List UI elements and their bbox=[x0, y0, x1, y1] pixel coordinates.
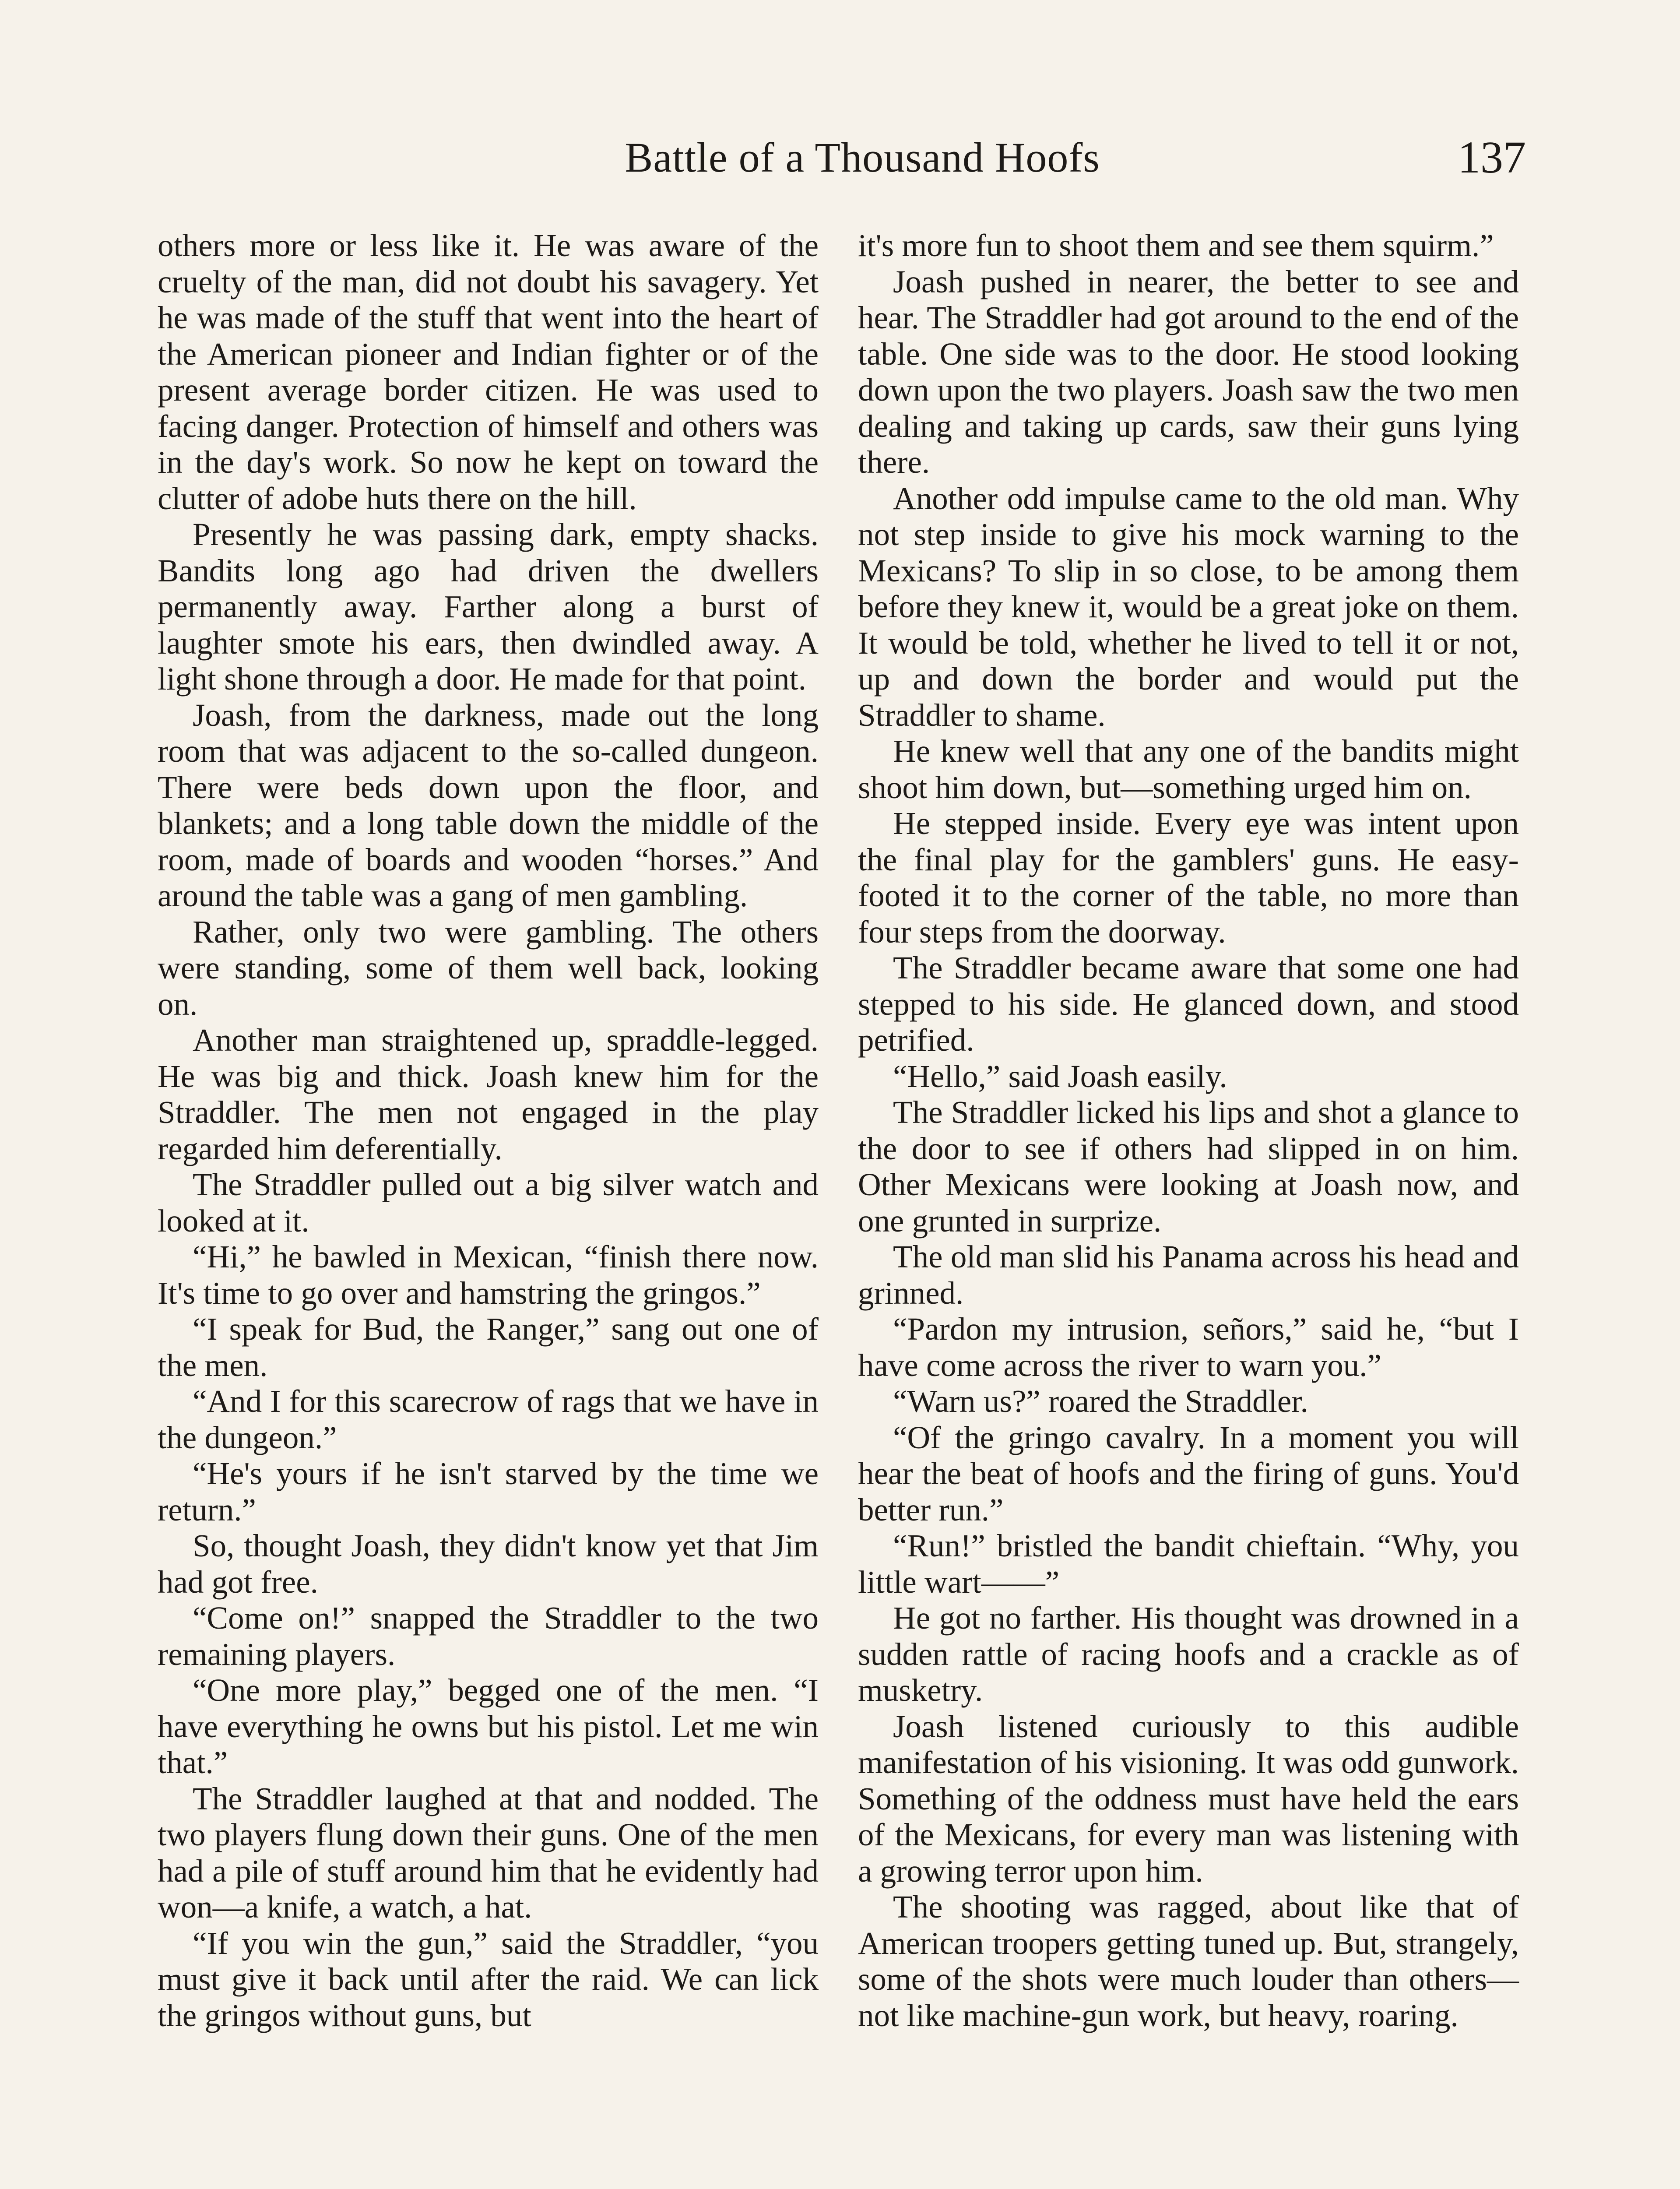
paragraph: Joash, from the darkness, made out the long room that was adjacent to the so-called dungeon. There were beds down upon the floor, and blankets; and a long table down the middle of the room, made of boards and wooden “horses.” And around the table was a gang of men gambling. bbox=[158, 697, 819, 913]
page-number: 137 bbox=[1458, 132, 1526, 183]
paragraph: Joash pushed in nearer, the better to see and hear. The Straddler had got around to the end of the table. One side was to the door. He stood looking down upon the two players. Joash saw the two men dealing and taking up cards, saw their guns lying there. bbox=[858, 264, 1519, 480]
paragraph: The Straddler laughed at that and nodded. The two players flung down their guns. One of the men had a pile of stuff around him that he evidently had won—a knife, a watch, a hat. bbox=[158, 1781, 819, 1925]
paragraph: it's more fun to shoot them and see them squirm.” bbox=[858, 228, 1494, 263]
paragraph: The Straddler licked his lips and shot a glance to the door to see if others had slipped in on him. Other Mexicans were looking at Joash now, and one grunted in surprize. bbox=[858, 1094, 1519, 1239]
paragraph: Another odd impulse came to the old man. Why not step inside to give his mock warning to the Mexicans? To slip in so close, to be among them before they knew it, would be a great joke on them. It would be told, whether he lived to tell it or not, up and down the border and would put the Straddler to shame. bbox=[858, 480, 1519, 733]
paragraph: “Warn us?” roared the Straddler. bbox=[893, 1383, 1308, 1419]
paragraph: Joash listened curiously to this audible manifestation of his visioning. It was odd gunwork. Something of the oddness must have held the ears of the Mexicans, for every man was listening with a growing terror upon him. bbox=[858, 1708, 1519, 1889]
paragraph: “And I for this scarecrow of rags that we have in the dungeon.” bbox=[158, 1383, 819, 1455]
paragraph: “Hello,” said Joash easily. bbox=[893, 1058, 1227, 1094]
paragraph: Another man straightened up, spraddle-legged. He was big and thick. Joash knew him for the Straddler. The men not engaged in the play regarded him deferentially. bbox=[158, 1022, 819, 1166]
paragraph: “Run!” bristled the bandit chieftain. “Why, you little wart——” bbox=[858, 1528, 1519, 1600]
page-header bbox=[0, 131, 1680, 193]
paragraph: “One more play,” begged one of the men. “I have everything he owns but his pistol. Let me win that.” bbox=[158, 1672, 819, 1780]
paragraph: He got no farther. His thought was drowned in a sudden rattle of racing hoofs and a crackle as of musketry. bbox=[858, 1600, 1519, 1708]
paragraph: “Of the gringo cavalry. In a moment you will hear the beat of hoofs and the firing of guns. You'd better run.” bbox=[858, 1419, 1519, 1527]
paragraph: Presently he was passing dark, empty shacks. Bandits long ago had driven the dwellers permanently away. Farther along a burst of laughter smote his ears, then dwindled away. A light shone through a door. He made for that point. bbox=[158, 517, 819, 697]
running-title: Battle of a Thousand Hoofs bbox=[625, 134, 1100, 181]
paragraph: He stepped inside. Every eye was intent upon the final play for the gamblers' guns. He easy-footed it to the corner of the table, no more than four steps from the doorway. bbox=[858, 806, 1519, 950]
paragraph: The old man slid his Panama across his head and grinned. bbox=[858, 1239, 1519, 1311]
paragraph: “I speak for Bud, the Ranger,” sang out one of the men. bbox=[158, 1311, 819, 1383]
paragraph: The shooting was ragged, about like that of American troopers getting tuned up. But, strangely, some of the shots were much louder than others—not like machine-gun work, but heavy, roaring. bbox=[858, 1889, 1519, 2033]
paragraph: He knew well that any one of the bandits might shoot him down, but—something urged him on. bbox=[858, 733, 1519, 805]
paragraph: “He's yours if he isn't starved by the time we return.” bbox=[158, 1456, 819, 1527]
paragraph: The Straddler pulled out a big silver watch and looked at it. bbox=[158, 1167, 819, 1239]
paragraph: “If you win the gun,” said the Straddler, “you must give it back until after the raid. We can lick the gringos without guns, but bbox=[158, 1925, 819, 2033]
paragraph: So, thought Joash, they didn't know yet that Jim had got free. bbox=[158, 1528, 819, 1600]
right-column bbox=[858, 228, 1519, 2034]
left-column bbox=[158, 228, 819, 2034]
paragraph: Rather, only two were gambling. The others were standing, some of them well back, looking on. bbox=[158, 914, 819, 1022]
paragraph: The Straddler became aware that some one had stepped to his side. He glanced down, and stood petrified. bbox=[858, 950, 1519, 1058]
paragraph: “Hi,” he bawled in Mexican, “finish there now. It's time to go over and hamstring the gringos.” bbox=[158, 1239, 819, 1311]
paragraph: others more or less like it. He was aware of the cruelty of the man, did not doubt his savagery. Yet he was made of the stuff that went into the heart of the American pioneer and Indian fighter or of the present average border citizen. He was used to facing danger. Protection of himself and others was in the day's work. So now he kept on toward the clutter of adobe huts there on the hill. bbox=[158, 228, 819, 516]
paragraph: “Pardon my intrusion, señors,” said he, “but I have come across the river to warn you.” bbox=[858, 1311, 1519, 1383]
paragraph: “Come on!” snapped the Straddler to the two remaining players. bbox=[158, 1600, 819, 1672]
